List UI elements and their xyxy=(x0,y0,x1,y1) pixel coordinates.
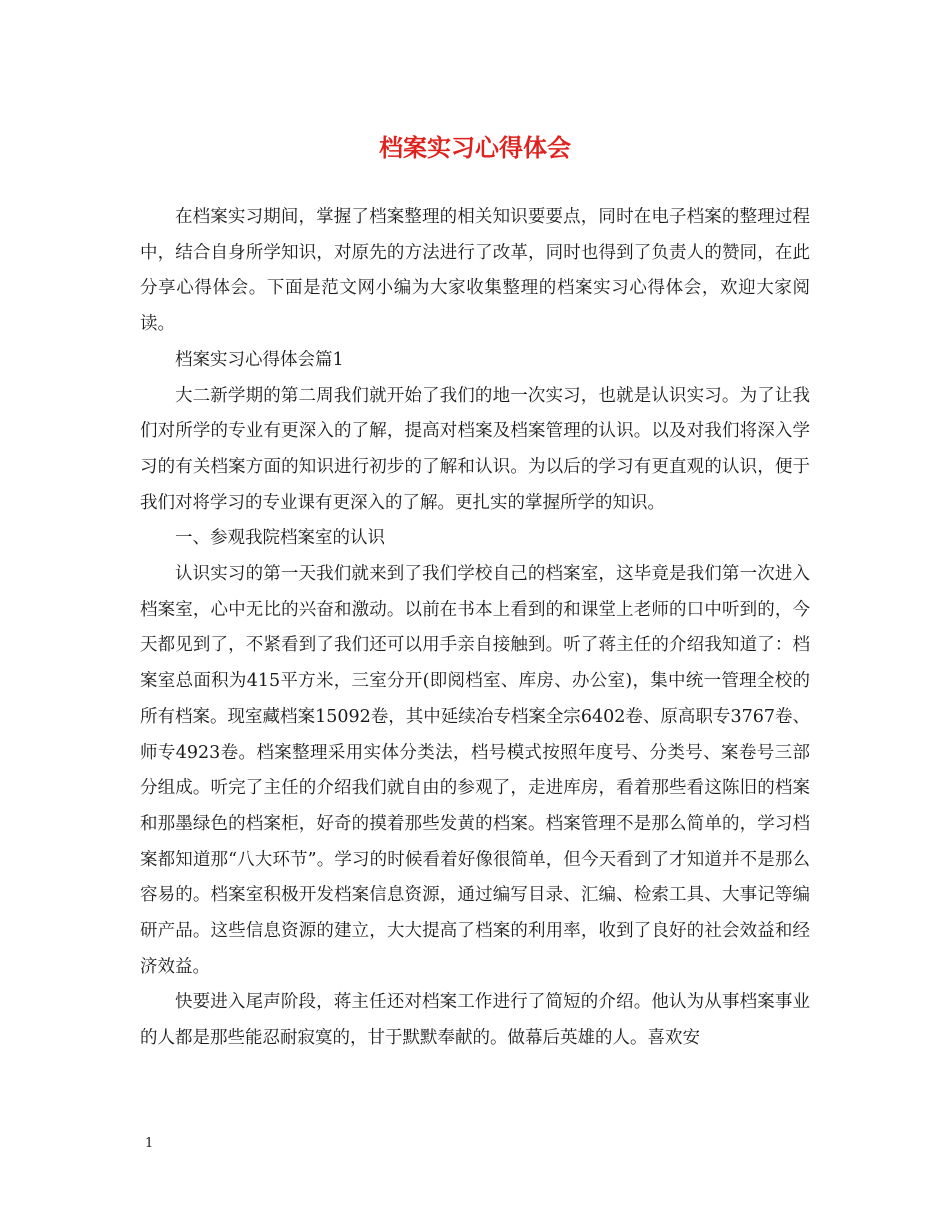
intro-paragraph: 在档案实习期间，掌握了档案整理的相关知识要要点，同时在电子档案的整理过程中，结合自身所学知识，对原先的方法进行了改革，同时也得到了负责人的赞同，在此分享心得体会。下面是范文网小编为大家收集整理的档案实习心得体会，欢迎大家阅读。 xyxy=(140,207,810,335)
body-paragraph: 认识实习的第一天我们就来到了我们学校自己的档案室，这毕竟是我们第一次进入档案室，心中无比的兴奋和激动。以前在书本上看到的和课堂上老师的口中听到的，今天都见到了，不紧看到了我们还可以用手亲自接触到。听了蒋主任的介绍我知道了：档案室总面积为415平方米，三室分开(即阅档室、库房、办公室)，集中统一管理全校的所有档案。现室藏档案15092卷，其中延续冶专档案全宗6402卷、原高职专3767卷、师专4923卷。档案整理采用实体分类法，档号模式按照年度号、分类号、案卷号三部分组成。听完了主任的介绍我们就自由的参观了，走进库房，看着那些看这陈旧的档案和那墨绿色的档案柜，好奇的摸着那些发黄的档案。档案管理不是那么简单的，学习档案都知道那“八大环节”。学习的时候看着好像很简单，但今天看到了才知道并不是那么容易的。档案室积极开发档案信息资源，通过编写目录、汇编、检索工具、大事记等编研产品。这些信息资源的建立，大大提高了档案的利用率，收到了良好的社会效益和经济效益。 xyxy=(140,564,810,977)
body-paragraph: 大二新学期的第二周我们就开始了我们的地一次实习，也就是认识实习。为了让我们对所学的专业有更深入的了解，提高对档案及档案管理的认识。以及对我们将深入学习的有关档案方面的知识进行初步的了解和认识。为以后的学习有更直观的认识，便于我们对将学习的专业课有更深入的了解。更扎实的掌握所学的知识。 xyxy=(140,385,810,513)
document-title: 档案实习心得体会 xyxy=(379,133,571,162)
body-paragraph: 快要进入尾声阶段，蒋主任还对档案工作进行了简短的介绍。他认为从事档案事业的人都是那些能忍耐寂寞的，甘于默默奉献的。做幕后英雄的人。喜欢安 xyxy=(140,992,810,1049)
section-heading-visit: 一、参观我院档案室的认识 xyxy=(175,528,385,549)
document-body xyxy=(140,200,810,1057)
section-heading-part-1: 档案实习心得体会篇1 xyxy=(175,349,344,370)
page-number: 1 xyxy=(145,1136,154,1151)
